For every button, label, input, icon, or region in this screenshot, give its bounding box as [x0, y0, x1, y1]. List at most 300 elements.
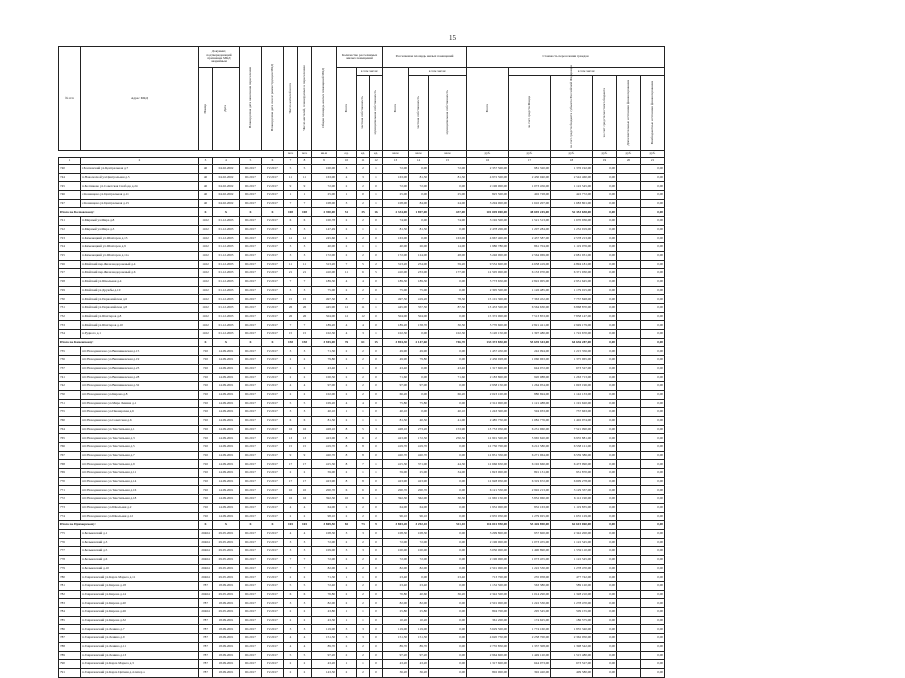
row-cost-subject: 1 693 196,00 — [551, 382, 593, 391]
row-premises-private: 1 — [357, 243, 370, 252]
relocation-table — [58, 46, 665, 678]
row-cost-local: 0,00 — [593, 295, 617, 304]
row-planned-relocation: III.2017 — [240, 642, 262, 651]
row-cost-subject: 589 120,00 — [551, 582, 593, 591]
row-number: 734 — [59, 330, 81, 339]
row-premises-total: 3 — [337, 529, 357, 538]
header-fund — [509, 76, 551, 151]
row-residents: 15 — [284, 330, 298, 339]
row-cost-fund: 644 073,00 — [509, 660, 551, 669]
row-area-private: 97,20 — [409, 651, 429, 660]
row-total-area: 100,00 — [312, 165, 337, 174]
table-row — [59, 173, 665, 182]
row-cost-nonbudget: 0,00 — [641, 251, 665, 260]
header-row-1 — [59, 47, 665, 68]
row-cost-subject: 7 737 848,00 — [551, 295, 593, 304]
row-premises-total: 2 — [337, 538, 357, 547]
row-doc-date: 04.02.2002 — [213, 199, 240, 208]
row-cost-subject: 3 129 337,00 — [551, 486, 593, 495]
row-doc-number: 1162 — [199, 269, 213, 278]
row-planned-demolition: IV.2017 — [262, 225, 284, 234]
table-row — [59, 564, 665, 573]
row-doc-date: 14.09.2001 — [213, 373, 240, 382]
table-row — [59, 425, 665, 434]
row-cost-nonbudget: 0,00 — [641, 642, 665, 651]
row-premises-municipal: 0 — [370, 251, 383, 260]
row-residents: 11 — [284, 173, 298, 182]
row-premises-private: 11 — [357, 304, 370, 313]
row-area-private: 357,50 — [409, 304, 429, 313]
row-residents-planned: 7 — [298, 321, 312, 330]
row-cost-fund: 6 133 070,00 — [509, 269, 551, 278]
row-cost-local: 0,00 — [593, 191, 617, 200]
row-cost-nonbudget: 0,00 — [641, 634, 665, 643]
row-number: Итого по Болховскому: — [59, 208, 199, 217]
row-cost-local: 0,00 — [593, 512, 617, 521]
row-residents-planned: 2 — [298, 373, 312, 382]
row-premises-private: 7 — [357, 295, 370, 304]
header-premises-incl: в том числе: — [357, 68, 383, 76]
row-residents-planned: 16 — [298, 425, 312, 434]
row-total-area: 151,50 — [312, 634, 337, 643]
column-number: 6 — [262, 158, 284, 165]
row-residents: 21 — [284, 269, 298, 278]
row-cost-nonbudget: 0,00 — [641, 477, 665, 486]
row-premises-private: 1 — [357, 416, 370, 425]
table-row — [59, 243, 665, 252]
row-doc-number: 720 — [199, 451, 213, 460]
row-doc-date: 01.12.2003 — [213, 243, 240, 252]
row-cost-fund: 295 545,00 — [509, 608, 551, 617]
row-residents: 17 — [284, 477, 298, 486]
row-area-total: 497,50 — [383, 295, 409, 304]
row-cost-extra — [617, 243, 641, 252]
row-doc-number: 720 — [199, 477, 213, 486]
row-premises-total: 2 — [337, 225, 357, 234]
table-row — [59, 651, 665, 660]
row-total-area: 504,00 — [312, 312, 337, 321]
row-planned-demolition: IV.2017 — [262, 477, 284, 486]
row-area-municipal: 0,00 — [429, 312, 467, 321]
column-number: 5 — [240, 158, 262, 165]
row-premises-private: 2 — [357, 356, 370, 365]
units-row — [59, 151, 665, 158]
row-area-municipal: 0,00 — [429, 443, 467, 452]
row-area-municipal: 14,00 — [429, 243, 467, 252]
row-planned-demolition: IV.2017 — [262, 408, 284, 417]
header-doc-date-text: Дата — [223, 104, 228, 112]
row-premises-private: 2 — [357, 651, 370, 660]
row-planned-relocation: III.2017 — [240, 425, 262, 434]
row-premises-total: 2 — [337, 668, 357, 677]
row-cost-fund: 1 279 925,00 — [509, 512, 551, 521]
row-cost-local: 0,00 — [593, 443, 617, 452]
row-premises-private: 61 — [357, 338, 370, 347]
row-cost-nonbudget: 0,00 — [641, 616, 665, 625]
row-premises-private: 2 — [357, 199, 370, 208]
row-area-total: 43,40 — [383, 364, 409, 373]
row-cost-fund: 891 131,00 — [509, 469, 551, 478]
row-cost-extra — [617, 599, 641, 608]
row-area-municipal: 48,00 — [429, 251, 467, 260]
header-subject-text: за счет средств бюджета субъекта Российской Федерации — [568, 65, 573, 149]
row-cost-fund: 7 513 853,00 — [509, 312, 551, 321]
row-cost-total: 2 501 000,00 — [467, 599, 509, 608]
table-row — [59, 529, 665, 538]
row-area-private: 419,70 — [409, 443, 429, 452]
row-premises-municipal: 0 — [370, 668, 383, 677]
row-cost-fund: 48 695 245,00 — [509, 208, 551, 217]
row-cost-fund: 1 222 530,00 — [509, 599, 551, 608]
row-cost-extra — [617, 338, 641, 347]
row-cost-total: 5 246 000,00 — [467, 251, 509, 260]
row-cost-total: 713 700,00 — [467, 573, 509, 582]
row-area-private: 200,70 — [409, 486, 429, 495]
row-number: 779 — [59, 564, 81, 573]
row-number: 770 — [59, 477, 81, 486]
row-cost-subject: 186 575,00 — [551, 616, 593, 625]
row-area-total: 49,90 — [383, 356, 409, 365]
row-area-total: 163,00 — [383, 234, 409, 243]
row-cost-fund: 1 073 455,00 — [509, 538, 551, 547]
row-cost-fund: 1 774 160,00 — [509, 625, 551, 634]
row-residents-planned: 15 — [298, 295, 312, 304]
row-cost-nonbudget: 0,00 — [641, 173, 665, 182]
row-cost-extra — [617, 399, 641, 408]
row-total-area: 445,90 — [312, 304, 337, 313]
row-residents: 15 — [284, 295, 298, 304]
row-area-total: 72,00 — [383, 165, 409, 174]
row-premises-municipal: 0 — [370, 486, 383, 495]
row-address: п.Гавриловский ул.Ленина д.11 — [81, 642, 199, 651]
row-residents: 7 — [284, 564, 298, 573]
row-cost-extra — [617, 608, 641, 617]
row-doc-date: 29.05.2001 — [213, 573, 240, 582]
row-cost-subject: 1 328 210,00 — [551, 590, 593, 599]
row-premises-private: 8 — [357, 443, 370, 452]
row-total-area: 72,00 — [312, 182, 337, 191]
row-total-area: 43,40 — [312, 364, 337, 373]
row-cost-fund: 1 126 485,00 — [509, 286, 551, 295]
row-planned-relocation: III.2017 — [240, 373, 262, 382]
row-area-total: 200,70 — [383, 486, 409, 495]
row-total-area: 102,00 — [312, 390, 337, 399]
row-premises-municipal: 0 — [370, 182, 383, 191]
row-total-area: 147,49 — [312, 225, 337, 234]
row-cost-total: 12 505 000,00 — [467, 269, 509, 278]
table-row — [59, 408, 665, 417]
row-premises-total: 2 — [337, 555, 357, 564]
row-area-municipal: 0,00 — [429, 668, 467, 677]
row-cost-extra — [617, 356, 641, 365]
row-cost-fund: 1 490 890,00 — [509, 547, 551, 556]
table-row — [59, 668, 665, 677]
row-area-municipal: 0,00 — [429, 642, 467, 651]
row-planned-demolition: IV.2017 — [262, 668, 284, 677]
subtotal-row — [59, 521, 665, 530]
row-planned-demolition: IV.2017 — [262, 608, 284, 617]
row-cost-fund: 1 264 954,00 — [509, 382, 551, 391]
row-area-municipal: 0,00 — [429, 625, 467, 634]
row-doc-date: 14.09.2001 — [213, 434, 240, 443]
row-cost-extra — [617, 660, 641, 669]
row-planned-demolition: IV.2017 — [262, 182, 284, 191]
row-cost-extra — [617, 173, 641, 182]
row-area-private: 119,00 — [409, 625, 429, 634]
header-area-incl: в том числе: — [409, 68, 467, 76]
row-doc-date: 29.05.2001 — [213, 538, 240, 547]
row-area-municipal: 163,00 — [429, 234, 467, 243]
row-premises-municipal: 0 — [370, 564, 383, 573]
row-doc-number: 720 — [199, 460, 213, 469]
row-cost-nonbudget: 0,00 — [641, 165, 665, 174]
row-residents: 6 — [284, 590, 298, 599]
row-area-total: 72,00 — [383, 182, 409, 191]
row-residents-planned: 5 — [298, 399, 312, 408]
row-cost-total: 2 964 600,00 — [467, 651, 509, 660]
row-doc-date: 14.09.2001 — [213, 364, 240, 373]
row-area-private: 3 292,10 — [409, 521, 429, 530]
row-area-municipal: 40,10 — [429, 408, 467, 417]
row-address: пгт.Новоданилово ул.Кирова д.8 — [81, 390, 199, 399]
row-cost-subject: 1 122 545,00 — [551, 182, 593, 191]
row-doc-number: 40 — [199, 182, 213, 191]
row-cost-fund: 1 449 120,00 — [509, 651, 551, 660]
row-cost-fund: 644 072,00 — [509, 364, 551, 373]
row-residents: 2 — [284, 660, 298, 669]
row-planned-relocation: III.2017 — [240, 199, 262, 208]
row-address: с.Коневцово ул.Центральная д.11 — [81, 191, 199, 200]
row-cost-subject: 1 263 713,00 — [551, 373, 593, 382]
row-cost-nonbudget: 0,00 — [641, 547, 665, 556]
row-area-municipal: 0,00 — [429, 599, 467, 608]
row-cost-nonbudget: 0,00 — [641, 347, 665, 356]
row-cost-extra — [617, 503, 641, 512]
row-residents: 5 — [284, 399, 298, 408]
row-planned-relocation: III.2017 — [240, 564, 262, 573]
row-planned-demolition: IV.2017 — [262, 512, 284, 521]
row-cost-total: 133 373 850,00 — [467, 338, 509, 347]
header-planned-demolition — [262, 47, 284, 151]
row-total-area: 109,20 — [312, 399, 337, 408]
row-cost-local: 0,00 — [593, 451, 617, 460]
row-doc-number: 720 — [199, 512, 213, 521]
row-premises-total: 4 — [337, 277, 357, 286]
row-cost-total: 2 196 000,00 — [467, 555, 509, 564]
row-cost-fund: 6 231 960,00 — [509, 425, 551, 434]
row-residents-planned: 2 — [298, 616, 312, 625]
row-planned-demolition: IV.2017 — [262, 191, 284, 200]
row-cost-local: 0,00 — [593, 608, 617, 617]
row-area-total: 189,30 — [383, 277, 409, 286]
row-address: пгт.Новоданилово ул.Пионерская д.6 — [81, 408, 199, 417]
header-premises-private — [357, 76, 370, 151]
row-premises-total: 1 — [337, 616, 357, 625]
row-cost-local: 0,00 — [593, 399, 617, 408]
row-residents-planned: 3 — [298, 286, 312, 295]
row-premises-municipal: 0 — [370, 373, 383, 382]
row-cost-total: 1 823 000,00 — [467, 469, 509, 478]
row-area-private: 25,80 — [409, 608, 429, 617]
row-doc-number: 1162 — [199, 217, 213, 226]
row-doc-number: 40 — [199, 199, 213, 208]
row-residents-planned: 2 — [298, 390, 312, 399]
row-cost-total: 4 972 500,00 — [467, 173, 509, 182]
row-area-total: 25,00 — [383, 191, 409, 200]
row-premises-private: 2 — [357, 373, 370, 382]
row-cost-nonbudget: 0,00 — [641, 582, 665, 591]
row-residents-planned: 3 — [298, 538, 312, 547]
table-row — [59, 486, 665, 495]
row-cost-subject: 1 179 015,00 — [551, 286, 593, 295]
row-cost-nonbudget: 0,00 — [641, 182, 665, 191]
row-area-private: 189,30 — [409, 277, 429, 286]
row-premises-total: 12 — [337, 312, 357, 321]
table-row — [59, 451, 665, 460]
row-doc-date: 18.09.2001 — [213, 599, 240, 608]
row-premises-municipal: 1 — [370, 173, 383, 182]
row-area-private: 0,00 — [409, 408, 429, 417]
row-residents-planned: 6 — [298, 416, 312, 425]
row-planned-demolition: IV.2017 — [262, 295, 284, 304]
row-planned-demolition: IV.2017 — [262, 364, 284, 373]
row-area-municipal: 81,50 — [429, 173, 467, 182]
row-cost-nonbudget: 0,00 — [641, 608, 665, 617]
row-residents: 3 — [284, 251, 298, 260]
row-doc-number: 1162 — [199, 321, 213, 330]
unit-blank — [81, 151, 199, 158]
row-cost-nonbudget: 0,00 — [641, 460, 665, 469]
row-residents: 3 — [284, 547, 298, 556]
table-row — [59, 260, 665, 269]
row-premises-total: 7 — [337, 260, 357, 269]
table-row — [59, 608, 665, 617]
row-residents-planned: 1 — [298, 191, 312, 200]
row-cost-extra — [617, 564, 641, 573]
row-doc-date: 14.09.2001 — [213, 477, 240, 486]
row-residents: 16 — [284, 495, 298, 504]
row-doc-date: 04.02.2002 — [213, 182, 240, 191]
row-area-total: 72,00 — [383, 555, 409, 564]
row-premises-municipal: 16 — [370, 208, 383, 217]
row-number: 731 — [59, 304, 81, 313]
row-premises-total: 4 — [337, 330, 357, 339]
row-cost-subject: 6 559 386,00 — [551, 451, 593, 460]
unit-fund: руб. — [509, 151, 551, 158]
row-cost-fund: 1 222 530,00 — [509, 564, 551, 573]
row-number: Итого по Каменскому: — [59, 338, 199, 347]
row-cost-nonbudget: 0,00 — [641, 443, 665, 452]
row-residents-planned: 3 — [298, 347, 312, 356]
row-planned-demolition: IV.2017 — [262, 495, 284, 504]
column-number: 15 — [429, 158, 467, 165]
row-area-total: 2 334,00 — [383, 208, 409, 217]
row-planned-demolition: IV.2017 — [262, 382, 284, 391]
row-cost-extra — [617, 251, 641, 260]
row-residents-planned: 2 — [298, 660, 312, 669]
row-cost-subject: 1 278 470,00 — [551, 599, 593, 608]
row-doc-number: 787 — [199, 668, 213, 677]
row-cost-subject: 477 742,00 — [551, 573, 593, 582]
row-cost-subject: 62 615 060,00 — [551, 521, 593, 530]
row-doc-date: 29.05.2001 — [213, 590, 240, 599]
row-premises-municipal: 0 — [370, 234, 383, 243]
row-address: п.Каменецкий ул.Шахтеров д.13 — [81, 234, 199, 243]
row-cost-extra — [617, 304, 641, 313]
row-cost-fund: 2 258 700,00 — [509, 634, 551, 643]
row-cost-local: 0,00 — [593, 304, 617, 313]
row-premises-total: 10 — [337, 495, 357, 504]
row-doc-number: 1162 — [199, 277, 213, 286]
row-area-municipal: 0,00 — [429, 608, 467, 617]
row-total-area: 79,80 — [312, 356, 337, 365]
row-address: пгт.Новоданилово ул.Текстильная д.14 — [81, 477, 199, 486]
row-doc-date: 18.09.2001 — [213, 634, 240, 643]
row-cost-fund: 6 192 660,00 — [509, 460, 551, 469]
row-cost-local: 0,00 — [593, 234, 617, 243]
row-cost-fund: 957 600,00 — [509, 529, 551, 538]
row-premises-total: 4 — [337, 321, 357, 330]
header-premises-municipal — [370, 76, 383, 151]
row-area-municipal: 30,30 — [429, 495, 467, 504]
row-cost-nonbudget: 0,00 — [641, 338, 665, 347]
row-planned-demolition: IV.2017 — [262, 277, 284, 286]
row-doc-number: 787 — [199, 582, 213, 591]
row-premises-total: 2 — [337, 382, 357, 391]
row-cost-total: 6 121 550,00 — [467, 486, 509, 495]
row-number: 751 — [59, 399, 81, 408]
row-area-private: 420,70 — [409, 451, 429, 460]
row-premises-municipal: 0 — [370, 321, 383, 330]
row-cost-subject: 673 527,00 — [551, 660, 593, 669]
row-cost-nonbudget: 0,00 — [641, 364, 665, 373]
row-area-municipal: 0,00 — [429, 182, 467, 191]
row-premises-municipal: 1 — [370, 495, 383, 504]
row-address: п.Майский ул.Шахтеров д.8 — [81, 312, 199, 321]
column-number: 19 — [593, 158, 617, 165]
row-address: п.Майский ул.Первомайская д.6 — [81, 295, 199, 304]
row-planned-relocation: III.2017 — [240, 582, 262, 591]
row-doc-date: 04.02.2002 — [213, 173, 240, 182]
row-cost-fund: 1 521 513,00 — [509, 217, 551, 226]
row-residents: 7 — [284, 199, 298, 208]
row-address: п.Гавриловский ул.Ленина д.7 — [81, 625, 199, 634]
row-cost-fund: 174 625,00 — [509, 616, 551, 625]
row-premises-municipal: 0 — [370, 399, 383, 408]
row-residents-planned: 4 — [298, 642, 312, 651]
row-cost-nonbudget: 0,00 — [641, 269, 665, 278]
row-cost-local: 0,00 — [593, 538, 617, 547]
row-cost-extra — [617, 582, 641, 591]
row-premises-total: 1 — [337, 364, 357, 373]
row-premises-private: 5 — [357, 260, 370, 269]
row-planned-demolition: IV.2017 — [262, 260, 284, 269]
row-cost-local: 0,00 — [593, 460, 617, 469]
row-cost-fund: 832 163,00 — [509, 503, 551, 512]
row-address: п.Каменецкий ул.Шахтеров д.9 — [81, 243, 199, 252]
row-cost-total: 2 342 500,00 — [467, 590, 509, 599]
row-doc-date: 14.09.2001 — [213, 443, 240, 452]
row-cost-extra — [617, 199, 641, 208]
row-cost-extra — [617, 382, 641, 391]
row-residents-planned: 3 — [298, 243, 312, 252]
header-total-area-text: Общая площадь жилых помещений МКД — [321, 67, 326, 128]
row-cost-fund: 2 564 069,00 — [509, 251, 551, 260]
table-row — [59, 399, 665, 408]
row-planned-demolition: IV.2017 — [262, 425, 284, 434]
row-cost-total: 2 935 050,00 — [467, 512, 509, 521]
row-doc-number: X — [199, 521, 213, 530]
